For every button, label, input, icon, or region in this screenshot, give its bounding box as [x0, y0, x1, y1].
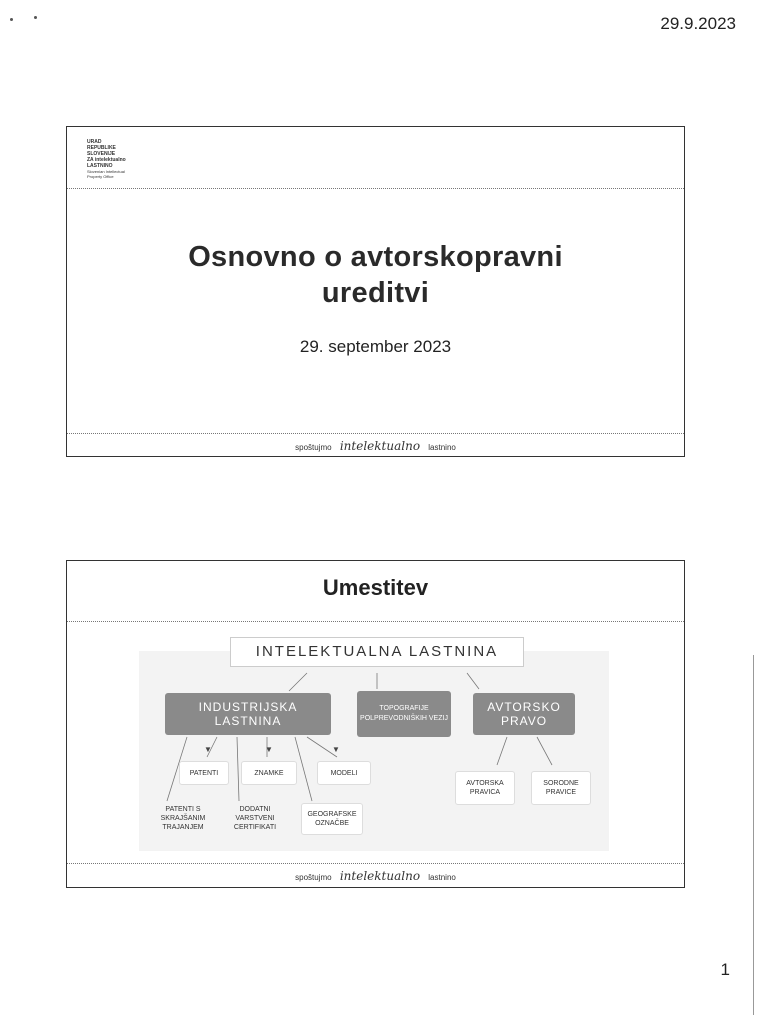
header-divider	[67, 188, 684, 189]
arrow-down-icon: ▼	[265, 745, 273, 754]
node-avtorska-pravica: AVTORSKA PRAVICA	[455, 771, 515, 805]
footer-divider	[67, 433, 684, 434]
node-znamke: ZNAMKE	[241, 761, 297, 785]
node-modeli: MODELI	[317, 761, 371, 785]
logo-line: LASTNINO	[87, 163, 113, 169]
page-number: 1	[720, 960, 730, 979]
logo-line-small: Property Office	[87, 174, 114, 179]
slide-title-text	[67, 239, 684, 311]
slide-title	[66, 126, 685, 457]
footer-right: lastnino	[428, 873, 456, 882]
node-geografske-oznacbe: GEOGRAFSKE OZNAČBE	[301, 803, 363, 835]
logo-line: SLOVENIJE	[87, 151, 116, 157]
logo-line: REPUBLIKE	[87, 145, 116, 151]
scan-mark	[10, 18, 13, 21]
logo-line: URAD	[87, 139, 102, 145]
footer-script: intelektualno	[339, 869, 421, 883]
title-line: ureditvi	[321, 277, 430, 309]
node-avtorsko: AVTORSKO PRAVO	[473, 693, 575, 735]
slide-footer	[67, 869, 684, 883]
slide-title-text: Umestitev	[322, 575, 429, 600]
node-industrijska: INDUSTRIJSKA LASTNINA	[165, 693, 331, 735]
logo-line-small: Slovenian Intellectual	[87, 169, 125, 174]
node-topografije: TOPOGRAFIJE POLPREVODNIŠKIH VEZIJ	[357, 691, 451, 737]
logo-line: ZA intelektualno	[87, 157, 126, 163]
title-line: Osnovno o avtorskopravni	[188, 241, 563, 273]
node-patenti-skrajsanim: PATENTI S SKRAJŠANIM TRAJANJEM	[160, 806, 206, 831]
node-sorodne-pravice: SORODNE PRAVICE	[531, 771, 591, 805]
scan-edge-line	[753, 655, 754, 1015]
footer-script: intelektualno	[339, 439, 421, 453]
scan-mark	[34, 16, 37, 19]
arrow-down-icon: ▼	[332, 745, 340, 754]
footer-left: spoštujmo	[295, 443, 332, 452]
root-node: INTELEKTUALNA LASTNINA	[230, 637, 524, 667]
slide-umestitev	[66, 560, 685, 888]
slide-date: 29. september 2023	[299, 337, 452, 356]
page-date: 29.9.2023	[660, 14, 736, 33]
footer-left: spoštujmo	[295, 873, 332, 882]
office-logo	[87, 139, 126, 179]
arrow-down-icon: ▼	[204, 745, 212, 754]
node-patenti: PATENTI	[179, 761, 229, 785]
footer-right: lastnino	[428, 443, 456, 452]
footer-divider	[67, 863, 684, 864]
slide-footer	[67, 439, 684, 453]
node-dodatni-certifikati: DODATNI VARSTVENI CERTIFIKATI	[233, 806, 277, 831]
